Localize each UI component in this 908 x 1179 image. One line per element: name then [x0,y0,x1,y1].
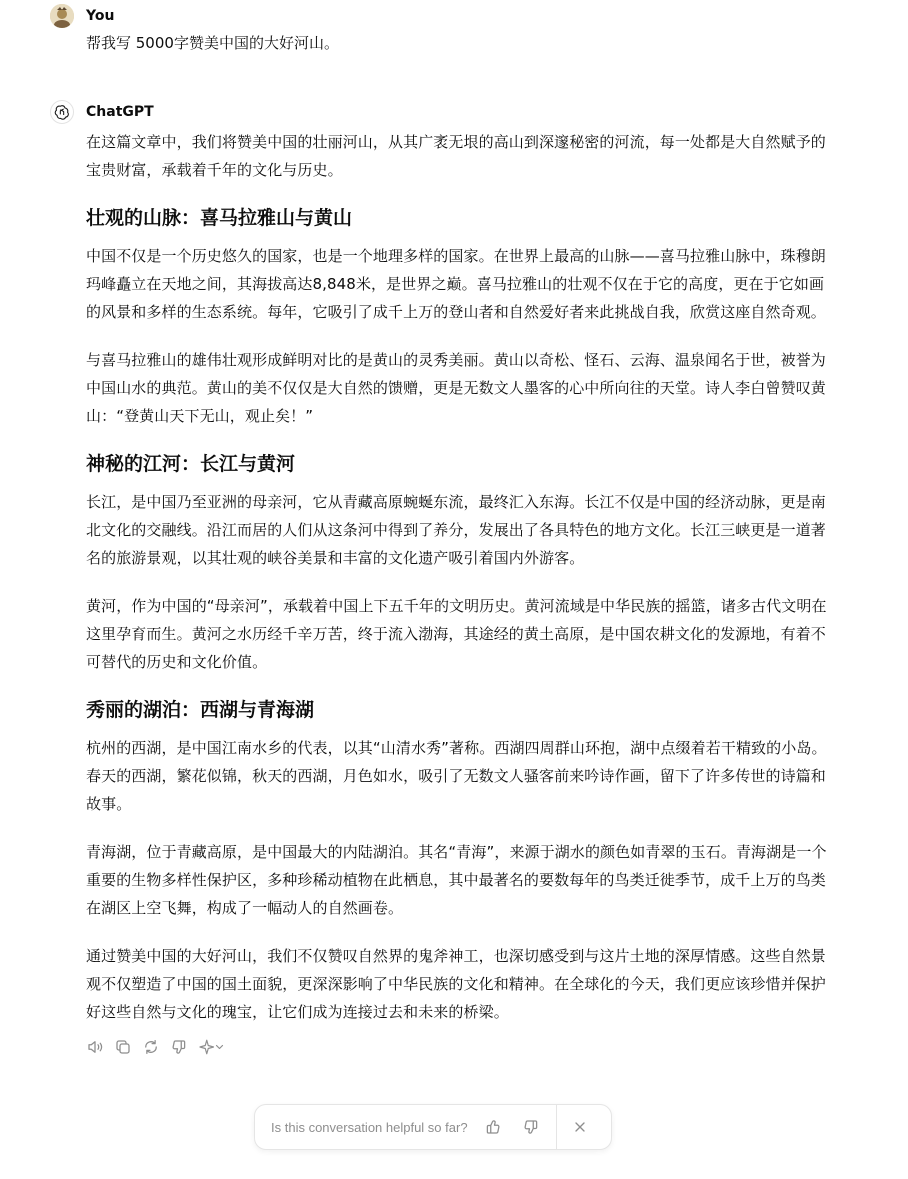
paragraph: 长江，是中国乃至亚洲的母亲河，它从青藏高原蜿蜒东流，最终汇入东海。长江不仅是中国的经济动脉，更是南北文化的交融线。沿江而居的人们从这条河中得到了养分，发展出了各具特色的地方文化。长江三峡更是一道著名的旅游景观，以其壮观的峡谷美景和丰富的文化遗产吸引着国内外游客。 [86,493,826,567]
bad-response-button[interactable] [170,1038,188,1056]
openai-logo-icon [54,104,70,120]
copy-icon [114,1038,132,1056]
paragraph: 与喜马拉雅山的雄伟壮观形成鲜明对比的是黄山的灵秀美丽。黄山以奇松、怪石、云海、温泉闻名于世，被誉为中国山水的典范。黄山的美不仅仅是大自然的馈赠，更是无数文人墨客的心中所向往的天堂。诗人李白曾赞叹黄山：“登黄山天下无山，观止矣！” [86,351,826,425]
feedback-divider [556,1104,557,1150]
assistant-message [50,102,830,1058]
close-icon [572,1119,588,1135]
sparkle-model-icon [198,1038,226,1056]
copy-button[interactable] [114,1038,132,1056]
section-heading: 壮观的山脉：喜马拉雅山与黄山 [86,207,353,229]
regenerate-button[interactable] [142,1038,160,1056]
paragraph: 通过赞美中国的大好河山，我们不仅赞叹自然界的鬼斧神工，也深切感受到与这片土地的深厚情感。这些自然景观不仅塑造了中国的国土面貌，更深深影响了中华民族的文化和精神。在全球化的今天，我们更应该珍惜并保护好这些自然与文化的瑰宝，让它们成为连接过去和未来的桥梁。 [86,947,826,1021]
chatgpt-avatar [50,100,74,124]
user-avatar [50,4,74,28]
feedback-thumbs-up-button[interactable] [482,1116,504,1138]
user-message-text: 帮我写 5000字赞美中国的大好河山。 [86,34,339,52]
paragraph: 杭州的西湖，是中国江南水乡的代表，以其“山清水秀”著称。西湖四周群山环抱，湖中点缀着若干精致的小岛。春天的西湖，繁花似锦，秋天的西湖，月色如水，吸引了无数文人骚客前来吟诗作画，留下了许多传世的诗篇和故事。 [86,739,827,813]
section-heading: 神秘的江河：长江与黄河 [86,453,296,475]
user-avatar-icon [50,4,74,28]
thumbs-down-icon [170,1038,188,1056]
paragraph: 青海湖，位于青藏高原，是中国最大的内陆湖泊。其名“青海”，来源于湖水的颜色如青翠的玉石。青海湖是一个重要的生物多样性保护区，多种珍稀动植物在此栖息，其中最著名的要数每年的鸟类迁徙季节，成千上万的鸟类在湖区上空飞舞，构成了一幅动人的自然画卷。 [86,843,827,917]
feedback-question: Is this conversation helpful so far? [271,1119,468,1135]
message-actions [86,1036,830,1058]
user-name: You [86,8,115,24]
user-message [50,6,830,54]
switch-model-button[interactable] [198,1038,226,1056]
feedback-prompt [254,1104,612,1150]
feedback-close-button[interactable] [569,1116,591,1138]
paragraph: 黄河，作为中国的“母亲河”，承载着中国上下五千年的文明历史。黄河流域是中华民族的摇篮，诸多古代文明在这里孕育而生。黄河之水历经千辛万苦，终于流入渤海，其途经的黄土高原，是中国农耕文化的发源地，有着不可替代的历史和文化价值。 [86,597,827,671]
speaker-icon [86,1038,104,1056]
paragraph: 在这篇文章中，我们将赞美中国的壮丽河山，从其广袤无垠的高山到深邃秘密的河流，每一处都是大自然赋予的宝贵财富，承载着千年的文化与历史。 [86,133,826,179]
section-heading: 秀丽的湖泊：西湖与青海湖 [86,699,315,721]
feedback-thumbs-down-button[interactable] [520,1116,542,1138]
assistant-name: ChatGPT [86,104,154,120]
regenerate-icon [142,1038,160,1056]
thumbs-down-icon [522,1118,540,1136]
paragraph: 中国不仅是一个历史悠久的国家，也是一个地理多样的国家。在世界上最高的山脉——喜马拉雅山脉中，珠穆朗玛峰矗立在天地之间，其海拔高达8,848米，是世界之巅。喜马拉雅山的壮观不仅在于它的高度，更在于它如画的风景和多样的生态系统。每年，它吸引了成千上万的登山者和自然爱好者来此挑战自我，欣赏这座自然奇观。 [86,247,826,321]
read-aloud-button[interactable] [86,1038,104,1056]
thumbs-up-icon [484,1118,502,1136]
assistant-response [86,128,830,1026]
